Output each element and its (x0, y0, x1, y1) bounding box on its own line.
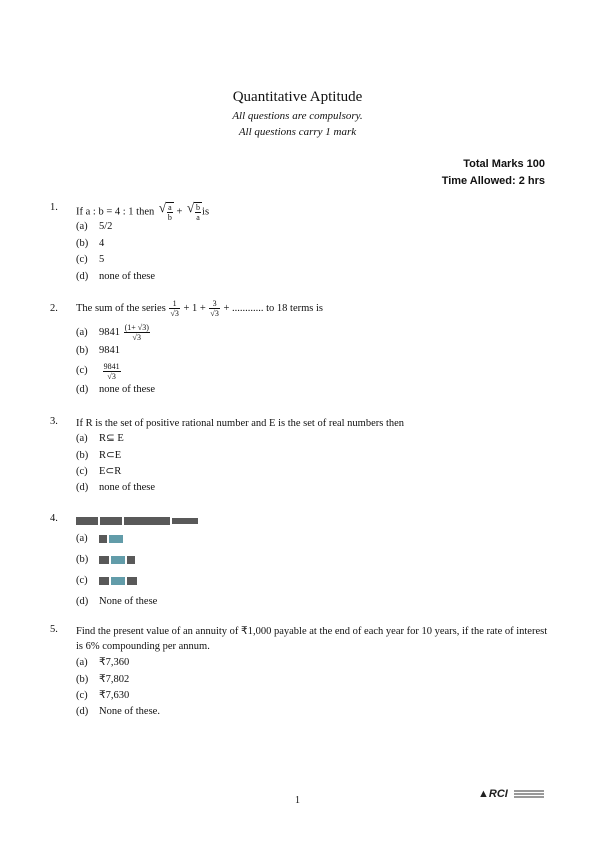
option-b: (b) 9841 (76, 345, 120, 356)
question-text: The sum of the series $\frac{1}{√3}$ + 1 + $\frac{3}{√3}$ + ............ to 18 terms is (76, 299, 323, 318)
option-d: (d) None of these (76, 596, 158, 607)
question-text-garbled (76, 513, 550, 528)
option-b: (b) 4 (76, 237, 105, 249)
page-number: 1 (295, 795, 300, 806)
question-number: 5. (50, 624, 58, 635)
option-c: (c) ₹7,630 (76, 690, 130, 701)
rci-logo: ▲RCI (478, 788, 544, 800)
option-a: (a) (76, 533, 157, 554)
sqrt-b-over-a: √ $\frac{b}{a}$ (194, 202, 202, 222)
option-a: (a) 5/2 (76, 221, 113, 232)
option-a: (a) 9841 $\frac{(1+ √3)}{√3}$ (76, 323, 149, 342)
time-allowed: Time Allowed: 2 hrs (441, 175, 545, 187)
question-text: If R is the set of positive rational number and E is the set of real numbers then (76, 418, 405, 429)
instruction-marks: All questions carry 1 mark (238, 126, 357, 138)
option-a: (a) ₹7,360 (76, 657, 130, 668)
question-number: 2. (50, 303, 58, 314)
option-c: (c) (76, 575, 157, 596)
options-list (76, 656, 160, 722)
option-c: (c) $\frac{9841}{√3}$ (76, 361, 120, 381)
options-list (76, 533, 157, 613)
option-d: (d) None of these. (76, 705, 160, 717)
logo-triangle-icon: ▲ (478, 788, 489, 800)
question-text: Find the present value of an annuity of ₹1,000 payable at the end of each year for 10 years, if the rate of interest is 6% compounding per annum. (76, 626, 548, 652)
option-c: (c) E⊂R (76, 466, 122, 477)
option-a: (a) R⊆ E (76, 433, 124, 444)
options-list (76, 323, 155, 400)
option-b: (b) ₹7,802 (76, 673, 130, 685)
total-marks: Total Marks 100 (463, 158, 545, 170)
option-b: (b) (76, 554, 157, 575)
option-d: (d) none of these (76, 270, 155, 282)
question-number: 4. (50, 513, 58, 524)
page-title: Quantitative Aptitude (232, 89, 363, 105)
options-list (76, 432, 155, 498)
question-number: 3. (50, 416, 58, 427)
option-d: (d) none of these (76, 383, 155, 395)
logo-stripes-icon (514, 789, 544, 800)
option-d: (d) none of these (76, 481, 155, 493)
instruction-compulsory: All questions are compulsory. (232, 110, 363, 122)
option-b: (b) R⊂E (76, 449, 122, 461)
sqrt-a-over-b: √ $\frac{a}{b}$ (166, 202, 174, 222)
options-list (76, 221, 155, 287)
question-number: 1. (50, 202, 58, 213)
question-text: If a : b = 4 : 1 then √ $\frac{a}{b}$ + √ $\frac{b}{a}$ is (76, 202, 550, 222)
option-c: (c) 5 (76, 254, 105, 265)
